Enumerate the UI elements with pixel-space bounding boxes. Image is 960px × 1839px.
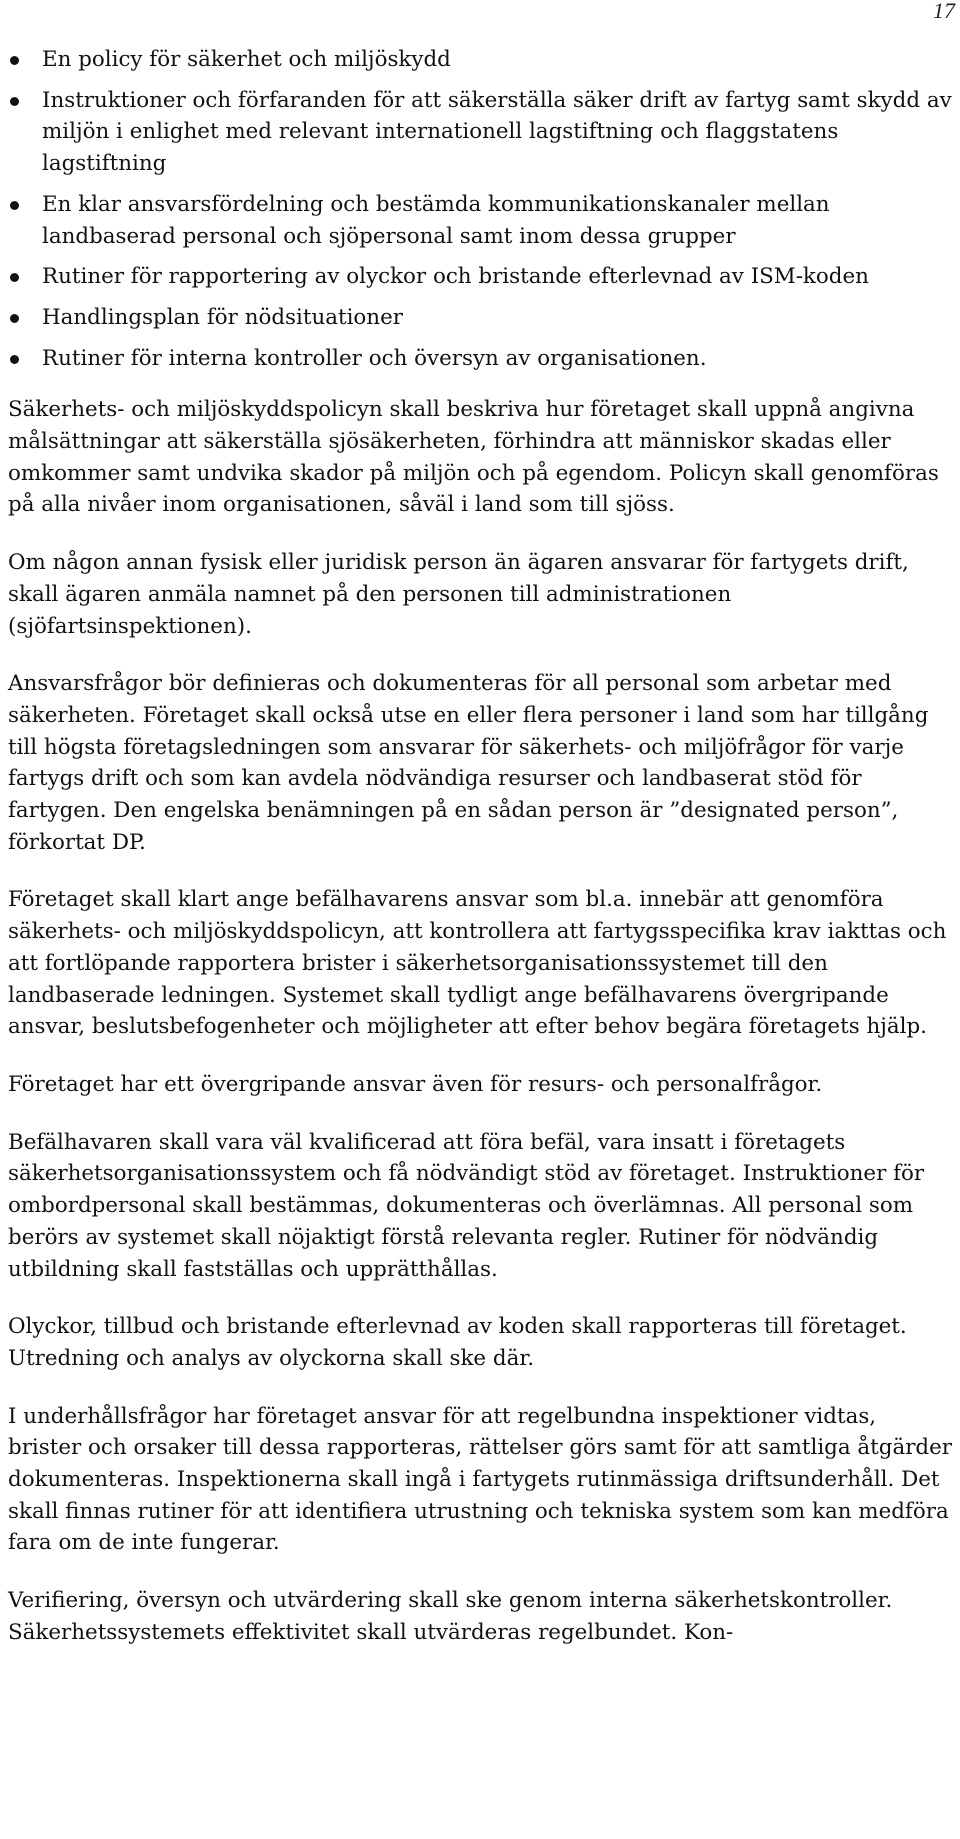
body-paragraph: Om någon annan fysisk eller juridisk person än ägaren ansvarar för fartygets drift, skall ägaren anmäla namnet på den personen till administrationen (sjöfartsinspektionen). [8, 550, 909, 639]
bullet-item [8, 189, 954, 252]
bullet-text: En policy för säkerhet och miljöskydd [42, 47, 451, 72]
body-paragraph: Företaget har ett övergripande ansvar även för resurs- och personalfrågor. [8, 1071, 823, 1097]
page-number: 17 [933, 0, 955, 23]
bullet-item [8, 44, 954, 76]
bullet-text: Handlingsplan för nödsituationer [42, 304, 403, 330]
bullet-dot-icon [10, 56, 19, 65]
body-paragraph: Ansvarsfrågor bör definieras och dokumenteras för all personal som arbetar med säkerheten. Företaget skall också utse en eller flera personer i land som har tillgång till högsta företagsledningen som ansvarar för säkerhets- och miljöfrågor för varje fartygs drift och som kan avdela nödvändiga resurser och landbaserat stöd för fartygen. Den engelska benämningen på en sådan person är ”designated person”, förkortat DP. [8, 671, 929, 855]
bullet-item [8, 261, 954, 293]
body-paragraph: I underhållsfrågor har företaget ansvar för att regelbundna inspektioner vidtas, brister och orsaker till dessa rapporteras, rättelser görs samt för att samtliga åtgärder dokumenteras. Inspektionerna skall ingå i fartygets rutinmässiga driftsunderhåll. Det skall finnas rutiner för att identifiera utrustning och tekniska system som kan medföra fara om de inte fungerar. [8, 1403, 952, 1556]
body-paragraph: Verifiering, översyn och utvärdering skall ske genom interna säkerhetskontroller. Säkerhetssystemets effektivitet skall utvärderas regelbundet. Kon- [8, 1588, 893, 1645]
bullet-item [8, 343, 954, 375]
bullet-text: Instruktioner och förfaranden för att säkerställa säker drift av fartyg samt skydd av miljön i enlighet med relevant internationell lagstiftning och flaggstatens lagstiftning [42, 87, 952, 177]
bullet-text: Rutiner för rapportering av olyckor och bristande efterlevnad av ISM-koden [42, 264, 869, 290]
page-content [8, 44, 954, 1649]
body-paragraph: Företaget skall klart ange befälhavarens ansvar som bl.a. innebär att genomföra säkerhets- och miljöskyddspolicyn, att kontrollera att fartygsspecifika krav iakttas och att fortlöpande rapportera brister i säkerhetsorganisationssystemet till den landbaserade ledningen. Systemet skall tydligt ange befälhavarens övergripande ansvar, beslutsbefogenheter och möjligheter att efter behov begära företagets hjälp. [8, 887, 947, 1040]
bullet-text: Rutiner för interna kontroller och översyn av organisationen. [42, 345, 707, 371]
bullet-item [8, 85, 954, 180]
bullet-dot-icon [10, 314, 19, 323]
bullet-dot-icon [10, 273, 19, 282]
body-paragraph: Säkerhets- och miljöskyddspolicyn skall beskriva hur företaget skall uppnå angivna målsättningar att säkerställa sjösäkerheten, förhindra att människor skadas eller omkommer samt undvika skador på miljön och på egendom. Policyn skall genomföras på alla nivåer inom organisationen, såväl i land som till sjöss. [8, 397, 939, 518]
bullet-dot-icon [10, 201, 19, 210]
body-paragraph: Olyckor, tillbud och bristande efterlevnad av koden skall rapporteras till företaget. Utredning och analys av olyckorna skall ske där. [8, 1314, 907, 1371]
bullet-text: En klar ansvarsfördelning och bestämda kommunikationskanaler mellan landbaserad personal och sjöpersonal samt inom dessa grupper [42, 191, 830, 249]
requirements-bullet-list [8, 44, 954, 374]
body-paragraph: Befälhavaren skall vara väl kvalificerad att föra befäl, vara insatt i företagets säkerhetsorganisationssystem och få nödvändigt stöd av företaget. Instruktioner för ombordpersonal skall bestämmas, dokumenteras och överlämnas. All personal som berörs av systemet skall nöjaktigt förstå relevanta regler. Rutiner för nödvändig utbildning skall fastställas och upprätthållas. [8, 1129, 925, 1282]
bullet-dot-icon [10, 355, 19, 364]
bullet-dot-icon [10, 97, 19, 106]
bullet-item [8, 302, 954, 334]
